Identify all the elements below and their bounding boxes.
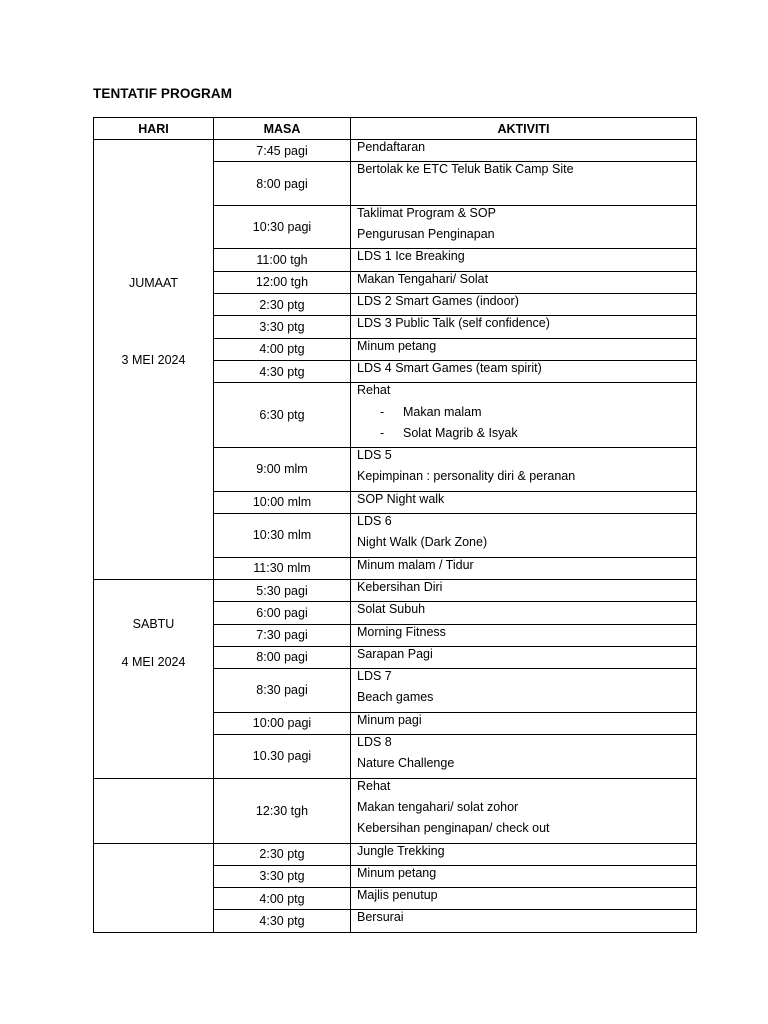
aktiviti-line: Morning Fitness <box>357 624 446 639</box>
aktiviti-cell <box>351 249 697 271</box>
aktiviti-line: Minum pagi <box>357 712 422 727</box>
hari-day-label: JUMAAT <box>128 276 179 290</box>
header-masa: MASA <box>214 118 351 140</box>
aktiviti-line: Jungle Trekking <box>357 843 445 858</box>
masa-cell: 12:00 tgh <box>214 271 351 293</box>
masa-cell: 8:00 pagi <box>214 162 351 206</box>
masa-cell: 7:30 pagi <box>214 624 351 646</box>
masa-cell: 5:30 pagi <box>214 579 351 601</box>
aktiviti-subitem-text: Solat Magrib & Isyak <box>403 425 518 440</box>
aktiviti-cell <box>351 669 697 713</box>
masa-cell: 11:00 tgh <box>214 249 351 271</box>
aktiviti-cell <box>351 271 697 293</box>
hari-cell <box>94 579 214 778</box>
aktiviti-line: Kebersihan penginapan/ check out <box>357 821 550 836</box>
schedule-row <box>94 778 697 843</box>
schedule-table <box>93 117 697 933</box>
aktiviti-line: Kepimpinan : personality diri & peranan <box>357 469 576 484</box>
bullet-dash: - <box>380 404 385 419</box>
aktiviti-line: Night Walk (Dark Zone) <box>357 535 488 550</box>
aktiviti-line: Minum malam / Tidur <box>357 557 474 572</box>
masa-cell: 10:30 pagi <box>214 205 351 249</box>
aktiviti-line: Sarapan Pagi <box>357 646 433 661</box>
aktiviti-line <box>357 184 696 205</box>
bullet-dash: - <box>380 425 385 440</box>
hari-cell <box>94 843 214 932</box>
aktiviti-cell <box>351 778 697 843</box>
aktiviti-line: Makan tengahari/ solat zohor <box>357 799 519 814</box>
aktiviti-line: Rehat <box>357 778 391 793</box>
aktiviti-cell <box>351 162 697 206</box>
masa-cell: 10:00 mlm <box>214 491 351 513</box>
aktiviti-line: LDS 3 Public Talk (self confidence) <box>357 316 550 331</box>
hari-day-label: SABTU <box>132 616 175 631</box>
masa-cell: 10:30 mlm <box>214 514 351 558</box>
masa-cell: 11:30 mlm <box>214 557 351 579</box>
masa-cell: 3:30 ptg <box>214 865 351 887</box>
aktiviti-line: LDS 5 <box>357 448 392 463</box>
masa-cell: 6:00 pagi <box>214 602 351 624</box>
aktiviti-line: LDS 2 Smart Games (indoor) <box>357 294 519 309</box>
aktiviti-line: LDS 7 <box>357 669 392 684</box>
aktiviti-cell <box>351 360 697 382</box>
aktiviti-line: Majlis penutup <box>357 888 438 903</box>
masa-cell: 6:30 ptg <box>214 383 351 448</box>
aktiviti-line: Pengurusan Penginapan <box>357 227 495 242</box>
aktiviti-line: Taklimat Program & SOP <box>357 205 496 220</box>
aktiviti-line: Beach games <box>357 690 434 705</box>
aktiviti-subitem <box>357 426 696 447</box>
aktiviti-line: Minum petang <box>357 865 437 880</box>
masa-cell: 9:00 mlm <box>214 448 351 492</box>
aktiviti-cell <box>351 338 697 360</box>
aktiviti-cell <box>351 865 697 887</box>
aktiviti-line: LDS 4 Smart Games (team spirit) <box>357 360 542 375</box>
hari-date-label: 4 MEI 2024 <box>121 654 186 669</box>
aktiviti-line: Bertolak ke ETC Teluk Batik Camp Site <box>357 162 574 177</box>
aktiviti-cell <box>351 294 697 316</box>
aktiviti-cell <box>351 316 697 338</box>
header-aktiviti: AKTIVITI <box>351 118 697 140</box>
header-row <box>94 118 697 140</box>
aktiviti-cell <box>351 646 697 668</box>
header-hari: HARI <box>94 118 214 140</box>
masa-cell: 12:30 tgh <box>214 778 351 843</box>
schedule-row <box>94 579 697 601</box>
aktiviti-line: LDS 8 <box>357 735 392 750</box>
masa-cell: 3:30 ptg <box>214 316 351 338</box>
aktiviti-cell <box>351 383 697 448</box>
aktiviti-cell <box>351 843 697 865</box>
aktiviti-cell <box>351 140 697 162</box>
aktiviti-line: Pendaftaran <box>357 140 426 154</box>
aktiviti-line: Rehat <box>357 383 391 398</box>
aktiviti-line: Makan Tengahari/ Solat <box>357 271 489 286</box>
masa-cell: 2:30 ptg <box>214 294 351 316</box>
aktiviti-cell <box>351 514 697 558</box>
aktiviti-cell <box>351 602 697 624</box>
aktiviti-line: LDS 6 <box>357 514 392 529</box>
aktiviti-cell <box>351 448 697 492</box>
schedule-row <box>94 843 697 865</box>
aktiviti-cell <box>351 888 697 910</box>
masa-cell: 2:30 ptg <box>214 843 351 865</box>
schedule-row <box>94 140 697 162</box>
masa-cell: 4:00 ptg <box>214 338 351 360</box>
aktiviti-subitem <box>357 405 696 426</box>
masa-cell: 4:30 ptg <box>214 910 351 932</box>
aktiviti-cell <box>351 735 697 779</box>
aktiviti-cell <box>351 205 697 249</box>
hari-cell <box>94 140 214 580</box>
aktiviti-cell <box>351 712 697 734</box>
document-title: TENTATIF PROGRAM <box>93 86 233 101</box>
aktiviti-cell <box>351 910 697 932</box>
masa-cell: 4:00 ptg <box>214 888 351 910</box>
aktiviti-line: Nature Challenge <box>357 756 455 771</box>
aktiviti-line: Minum petang <box>357 338 437 353</box>
aktiviti-cell <box>351 557 697 579</box>
masa-cell: 10:00 pagi <box>214 712 351 734</box>
aktiviti-line: LDS 1 Ice Breaking <box>357 249 465 264</box>
aktiviti-line: Bersurai <box>357 910 404 925</box>
aktiviti-cell <box>351 624 697 646</box>
masa-cell: 7:45 pagi <box>214 140 351 162</box>
aktiviti-line: Kebersihan Diri <box>357 579 443 594</box>
aktiviti-subitem-text: Makan malam <box>403 404 482 419</box>
masa-cell: 8:30 pagi <box>214 669 351 713</box>
aktiviti-line: SOP Night walk <box>357 491 445 506</box>
masa-cell: 10.30 pagi <box>214 735 351 779</box>
aktiviti-line: Solat Subuh <box>357 602 426 617</box>
hari-cell <box>94 778 214 843</box>
masa-cell: 4:30 ptg <box>214 360 351 382</box>
aktiviti-cell <box>351 579 697 601</box>
masa-cell: 8:00 pagi <box>214 646 351 668</box>
aktiviti-cell <box>351 491 697 513</box>
hari-date-label: 3 MEI 2024 <box>121 353 186 367</box>
schedule-body <box>94 140 697 933</box>
